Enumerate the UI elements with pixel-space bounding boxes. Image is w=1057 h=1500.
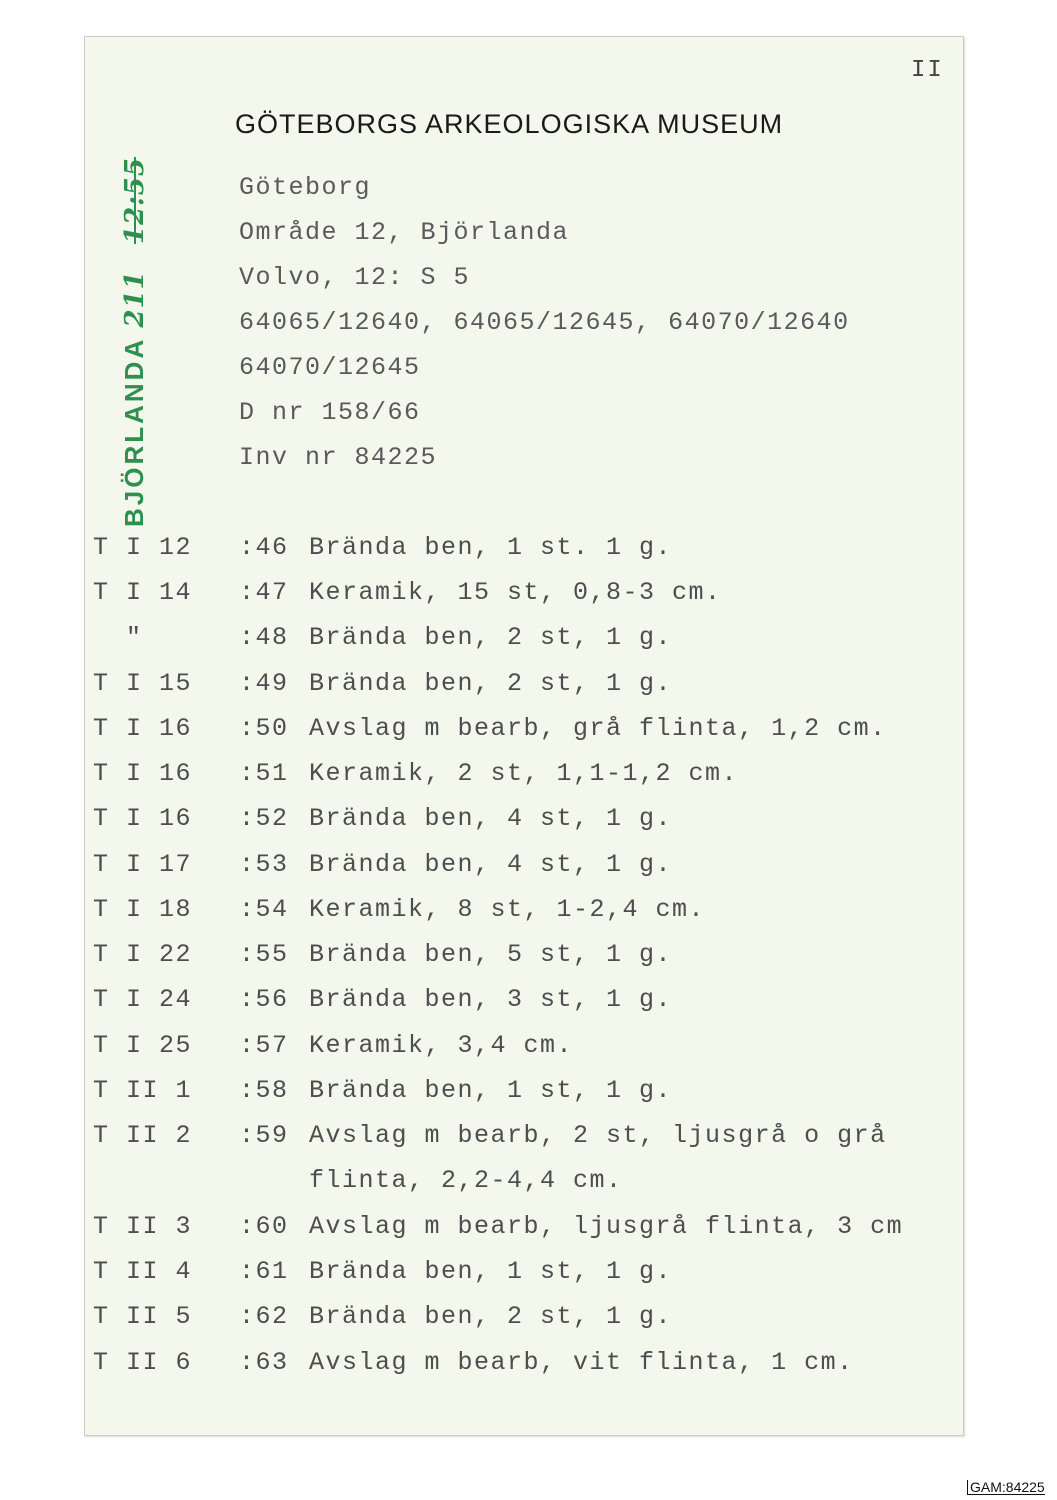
entry-location: T I 17 xyxy=(93,850,193,879)
entry-number: :47 xyxy=(239,578,289,607)
entry-number: :61 xyxy=(239,1257,289,1286)
entry-description: Brända ben, 1 st, 1 g. xyxy=(309,1257,673,1286)
header-inventory-number: Inv nr 84225 xyxy=(239,443,438,472)
entry-number: :51 xyxy=(239,759,289,788)
stamp-site-name: BJÖRLANDA xyxy=(119,337,149,527)
entry-number: :63 xyxy=(239,1348,289,1377)
entry-location: T I 16 xyxy=(93,759,193,788)
entry-description: Brända ben, 2 st, 1 g. xyxy=(309,669,673,698)
stamp-struck-number: 12:55 xyxy=(120,157,150,244)
entry-description: Brända ben, 5 st, 1 g. xyxy=(309,940,673,969)
header-area: Område 12, Björlanda xyxy=(239,218,570,247)
entry-description-continued: flinta, 2,2-4,4 cm. xyxy=(309,1166,623,1195)
entry-description: Avslag m bearb, ljusgrå flinta, 3 cm xyxy=(309,1212,904,1241)
header-site: Volvo, 12: S 5 xyxy=(239,263,471,292)
entry-location: " xyxy=(93,623,143,652)
entry-location: T II 6 xyxy=(93,1348,193,1377)
entry-location: T I 22 xyxy=(93,940,193,969)
museum-name: GÖTEBORGS ARKEOLOGISKA MUSEUM xyxy=(235,109,784,139)
entry-number: :54 xyxy=(239,895,289,924)
header-city: Göteborg xyxy=(239,173,372,202)
entry-description: Keramik, 15 st, 0,8-3 cm. xyxy=(309,578,722,607)
entry-description: Brända ben, 2 st, 1 g. xyxy=(309,1302,673,1331)
entry-description: Brända ben, 1 st. 1 g. xyxy=(309,533,673,562)
entry-description: Brända ben, 4 st, 1 g. xyxy=(309,804,673,833)
entry-description: Brända ben, 4 st, 1 g. xyxy=(309,850,673,879)
entry-location: T I 12 xyxy=(93,533,193,562)
entry-description: Brända ben, 2 st, 1 g. xyxy=(309,623,673,652)
page-number: II xyxy=(911,57,944,84)
site-stamp xyxy=(119,157,150,527)
entry-location: T II 2 xyxy=(93,1121,193,1150)
entry-number: :48 xyxy=(239,623,289,652)
entry-number: :50 xyxy=(239,714,289,743)
entry-location: T I 25 xyxy=(93,1031,193,1060)
entry-number: :60 xyxy=(239,1212,289,1241)
entry-description: Avslag m bearb, grå flinta, 1,2 cm. xyxy=(309,714,887,743)
header-diary-number: D nr 158/66 xyxy=(239,398,421,427)
entry-location: T II 4 xyxy=(93,1257,193,1286)
entry-description: Avslag m bearb, 2 st, ljusgrå o grå xyxy=(309,1121,887,1150)
entry-number: :59 xyxy=(239,1121,289,1150)
stamp-handwritten-number: 211 xyxy=(120,270,150,328)
entry-location: T I 14 xyxy=(93,578,193,607)
entry-description: Keramik, 3,4 cm. xyxy=(309,1031,574,1060)
entry-number: :57 xyxy=(239,1031,289,1060)
entry-location: T II 3 xyxy=(93,1212,193,1241)
entry-description: Keramik, 8 st, 1-2,4 cm. xyxy=(309,895,706,924)
entry-number: :56 xyxy=(239,985,289,1014)
entry-location: T I 24 xyxy=(93,985,193,1014)
entry-location: T I 16 xyxy=(93,804,193,833)
catalog-id-label: GAM:84225 xyxy=(967,1480,1045,1495)
entry-number: :49 xyxy=(239,669,289,698)
header-coordinates-cont: 64070/12645 xyxy=(239,353,421,382)
entry-number: :52 xyxy=(239,804,289,833)
entry-description: Brända ben, 1 st, 1 g. xyxy=(309,1076,673,1105)
entry-number: :55 xyxy=(239,940,289,969)
entry-number: :62 xyxy=(239,1302,289,1331)
entry-location: T II 5 xyxy=(93,1302,193,1331)
entry-description: Brända ben, 3 st, 1 g. xyxy=(309,985,673,1014)
entry-number: :53 xyxy=(239,850,289,879)
entry-location: T II 1 xyxy=(93,1076,193,1105)
entry-number: :58 xyxy=(239,1076,289,1105)
entry-location: T I 18 xyxy=(93,895,193,924)
entry-location: T I 16 xyxy=(93,714,193,743)
entry-location: T I 15 xyxy=(93,669,193,698)
entry-description: Avslag m bearb, vit flinta, 1 cm. xyxy=(309,1348,854,1377)
header-coordinates: 64065/12640, 64065/12645, 64070/12640 xyxy=(239,308,850,337)
entry-description: Keramik, 2 st, 1,1-1,2 cm. xyxy=(309,759,739,788)
entry-number: :46 xyxy=(239,533,289,562)
catalog-card xyxy=(84,36,964,1436)
